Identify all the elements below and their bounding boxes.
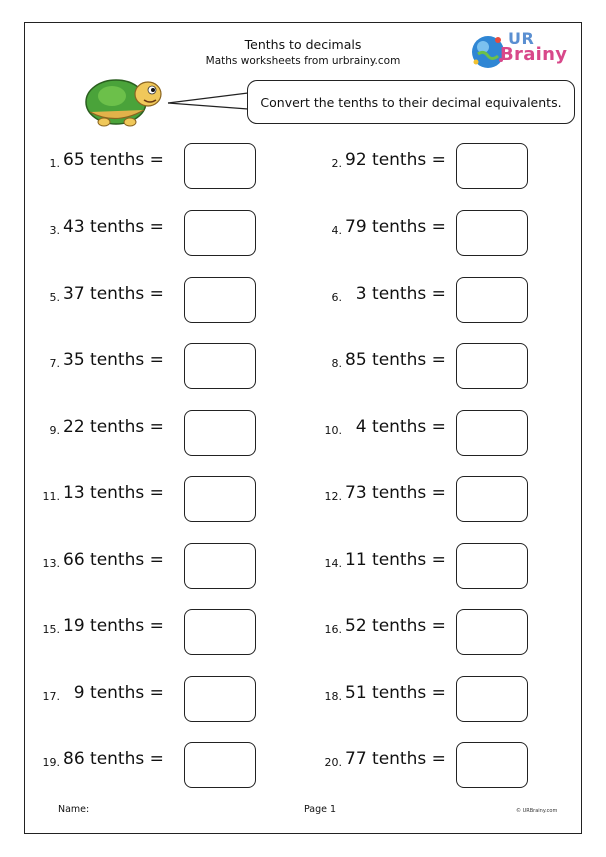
question-expression: 73 tenths = bbox=[345, 483, 446, 503]
question-expression: 43 tenths = bbox=[63, 217, 164, 237]
answer-box[interactable] bbox=[456, 476, 528, 522]
question-number: 8. bbox=[331, 357, 342, 370]
answer-box[interactable] bbox=[456, 742, 528, 788]
question-item bbox=[318, 343, 588, 389]
question-expression: 52 tenths = bbox=[345, 616, 446, 636]
answer-box[interactable] bbox=[184, 343, 256, 389]
question-number: 9. bbox=[49, 424, 60, 437]
question-item bbox=[36, 609, 306, 655]
question-item bbox=[318, 609, 588, 655]
answer-box[interactable] bbox=[184, 742, 256, 788]
question-number: 2. bbox=[331, 157, 342, 170]
question-number: 18. bbox=[324, 690, 342, 703]
question-number: 19. bbox=[42, 756, 60, 769]
question-item bbox=[318, 742, 588, 788]
question-number: 4. bbox=[331, 224, 342, 237]
question-expression: 66 tenths = bbox=[63, 550, 164, 570]
question-number: 20. bbox=[324, 756, 342, 769]
question-expression: 37 tenths = bbox=[63, 284, 164, 304]
answer-box[interactable] bbox=[184, 543, 256, 589]
answer-box[interactable] bbox=[456, 676, 528, 722]
question-number: 17. bbox=[42, 690, 60, 703]
question-number: 11. bbox=[42, 490, 60, 503]
question-item bbox=[318, 210, 588, 256]
answer-box[interactable] bbox=[184, 609, 256, 655]
question-expression: 11 tenths = bbox=[345, 550, 446, 570]
question-item bbox=[318, 410, 588, 456]
question-item bbox=[318, 143, 588, 189]
question-expression: 22 tenths = bbox=[63, 417, 164, 437]
question-expression: 35 tenths = bbox=[63, 350, 164, 370]
question-expression: 85 tenths = bbox=[345, 350, 446, 370]
worksheet-title: Tenths to decimals bbox=[244, 37, 362, 52]
question-item bbox=[36, 543, 306, 589]
question-item bbox=[36, 410, 306, 456]
question-item bbox=[36, 742, 306, 788]
answer-box[interactable] bbox=[456, 143, 528, 189]
question-number: 14. bbox=[324, 557, 342, 570]
question-item bbox=[318, 676, 588, 722]
copyright-text: © URBrainy.com bbox=[516, 808, 558, 814]
question-number: 3. bbox=[49, 224, 60, 237]
question-expression: 3 tenths = bbox=[345, 284, 446, 304]
question-expression: 19 tenths = bbox=[63, 616, 164, 636]
turtle-mascot-icon bbox=[78, 72, 170, 132]
question-expression: 13 tenths = bbox=[63, 483, 164, 503]
question-expression: 92 tenths = bbox=[345, 150, 446, 170]
answer-box[interactable] bbox=[184, 143, 256, 189]
question-item bbox=[36, 277, 306, 323]
answer-box[interactable] bbox=[456, 277, 528, 323]
logo-text-brainy: Brainy bbox=[500, 44, 568, 65]
worksheet-subtitle: Maths worksheets from urbrainy.com bbox=[205, 55, 401, 67]
question-item bbox=[318, 476, 588, 522]
answer-box[interactable] bbox=[456, 543, 528, 589]
question-expression: 9 tenths = bbox=[63, 683, 164, 703]
question-expression: 79 tenths = bbox=[345, 217, 446, 237]
question-number: 1. bbox=[49, 157, 60, 170]
answer-box[interactable] bbox=[456, 343, 528, 389]
instruction-bubble: Convert the tenths to their decimal equivalents. bbox=[247, 80, 575, 124]
question-item bbox=[318, 277, 588, 323]
answer-box[interactable] bbox=[184, 410, 256, 456]
question-item bbox=[36, 143, 306, 189]
question-number: 10. bbox=[324, 424, 342, 437]
answer-box[interactable] bbox=[456, 410, 528, 456]
question-expression: 86 tenths = bbox=[63, 749, 164, 769]
question-item bbox=[36, 476, 306, 522]
question-number: 13. bbox=[42, 557, 60, 570]
answer-box[interactable] bbox=[184, 210, 256, 256]
question-item bbox=[36, 343, 306, 389]
name-label: Name: bbox=[58, 804, 90, 815]
answer-box[interactable] bbox=[184, 476, 256, 522]
question-expression: 65 tenths = bbox=[63, 150, 164, 170]
question-number: 15. bbox=[42, 623, 60, 636]
answer-box[interactable] bbox=[184, 676, 256, 722]
question-number: 16. bbox=[324, 623, 342, 636]
answer-box[interactable] bbox=[184, 277, 256, 323]
logo-text-ur: UR bbox=[508, 29, 535, 48]
question-item bbox=[36, 676, 306, 722]
question-item bbox=[318, 543, 588, 589]
question-expression: 77 tenths = bbox=[345, 749, 446, 769]
question-number: 7. bbox=[49, 357, 60, 370]
question-number: 6. bbox=[331, 291, 342, 304]
question-number: 12. bbox=[324, 490, 342, 503]
question-item bbox=[36, 210, 306, 256]
urbrainy-logo bbox=[468, 29, 568, 72]
page-label: Page 1 bbox=[304, 804, 337, 815]
answer-box[interactable] bbox=[456, 210, 528, 256]
answer-box[interactable] bbox=[456, 609, 528, 655]
question-number: 5. bbox=[49, 291, 60, 304]
question-expression: 51 tenths = bbox=[345, 683, 446, 703]
question-expression: 4 tenths = bbox=[345, 417, 446, 437]
